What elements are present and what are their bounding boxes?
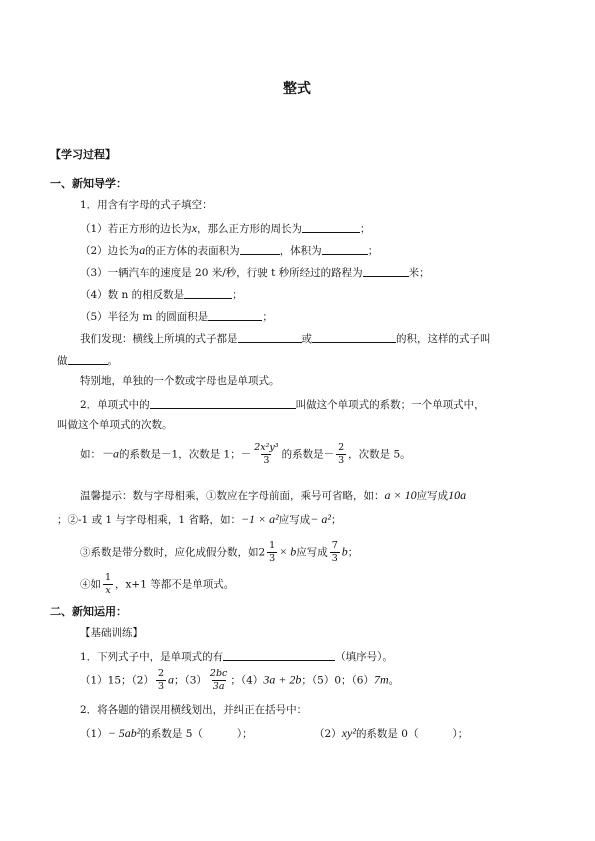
special-note: 特别地，单独的一个数或字母也是单项式。 <box>80 375 280 387</box>
question-3: （3）一辆汽车的速度是 20 米/秒，行驶 t 秒所经过的路程为 米； <box>80 267 430 279</box>
answer-blank[interactable] <box>322 244 368 255</box>
fraction-1-over-x: $\frac{1}{x}$ <box>104 572 112 596</box>
part2-heading: 二、新知运用： <box>50 605 127 618</box>
item2-line-2: 叫做这个单项式的次数。 <box>57 419 173 431</box>
fraction-7-over-3: $\frac{7}{3}$ <box>331 540 338 564</box>
tip-line-4: ④如 $\frac{1}{x}$ ，x+1 等都不是单项式。 <box>80 572 235 596</box>
item1-intro: 1．用含有字母的式子填空： <box>80 199 213 211</box>
tip-line-1: 温馨提示：数与字母相乘，①数应在字母前面，乘号可省略，如：a × 10应写成10a <box>80 488 467 502</box>
page-title: 整式 <box>283 81 311 97</box>
fraction-2-over-3: $\frac{2}{3}$ <box>338 442 345 466</box>
part1-heading: 一、新知导学： <box>50 177 127 190</box>
example-line: 如：－a的系数是－1，次数是 1；－ $\frac{\text{2x²y³}}{3}$ 的系数是－ $\frac{2}{3}$ ，次数是 5。 <box>80 442 411 466</box>
tip-line-3: ③系数是带分数时，应化成假分数，如2 $\frac{1}{3}$ × b应写成 $\frac{7}{3}$ b； <box>80 540 359 564</box>
fraction-2x2y3-over-3: $\frac{\text{2x²y³}}{3}$ <box>254 442 279 466</box>
section-label: 【学习过程】 <box>50 148 116 161</box>
answer-blank[interactable] <box>302 222 360 233</box>
question-5: （5）半径为 m 的圆面积是 ； <box>80 311 273 323</box>
answer-blank[interactable] <box>150 398 296 409</box>
answer-blank[interactable] <box>363 266 409 277</box>
answer-blank[interactable] <box>68 354 108 365</box>
answer-blank[interactable] <box>312 332 396 343</box>
answer-blank[interactable] <box>223 650 335 661</box>
basic-training-label: 【基础训练】 <box>80 627 143 639</box>
question-1: （1）若正方形的边长为x，那么正方形的周长为 ； <box>80 221 371 235</box>
finding-line-1: 我们发现：横线上所填的式子都是 或 的积，这样的式子叫 <box>80 333 491 345</box>
finding-line-2: 做 。 <box>57 355 118 367</box>
tip-line-2: ；②-1 或 1 与字母相乘，1 省略，如：−1 × a²应写成− a²； <box>57 512 342 526</box>
question-2: （2）边长为a的正方体的表面积为 ，体积为 ； <box>80 243 379 257</box>
answer-blank[interactable] <box>240 244 280 255</box>
answer-blank[interactable] <box>184 288 232 299</box>
answer-blank[interactable] <box>208 310 262 321</box>
exercise-2: 2．将各题的错误用横线划出，并纠正在括号中： <box>80 704 308 716</box>
exercise-2-item-1: （1）− 5ab²的系数是 5（ ）； <box>80 726 253 740</box>
answer-blank[interactable] <box>238 332 302 343</box>
fraction-2-over-3: $\frac{2}{3}$ <box>157 668 164 692</box>
fraction-2bc-over-3a: $\frac{2bc}{3a}$ <box>209 668 228 692</box>
exercise-2-item-2: （2）xy²的系数是 0（ ）； <box>314 726 469 740</box>
exercise-1-options: （1）15；（2） $\frac{2}{3}$ a；（3） $\frac{2bc}{3a}$ ；（4）3a + 2b；（5）0；（6）7m。 <box>80 668 400 692</box>
item2-line-1: 2．单项式中的 叫做这个单项式的系数；一个单项式中， <box>80 399 485 411</box>
exercise-1: 1．下列式子中，是单项式的有 （填序号）。 <box>80 651 393 663</box>
fraction-1-over-3: $\frac{1}{3}$ <box>269 540 276 564</box>
question-4: （4）数 n 的相反数是 ； <box>80 289 243 301</box>
